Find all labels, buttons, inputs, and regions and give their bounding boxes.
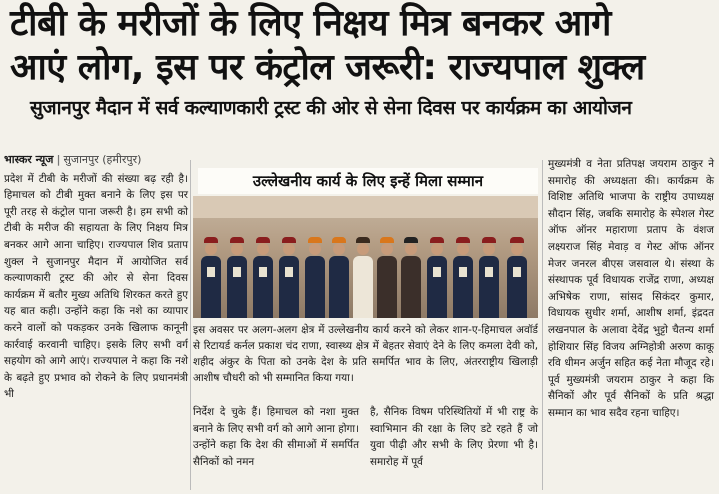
box-title: उल्लेखनीय कार्य के लिए इन्हें मिला सम्मान [198,168,538,194]
column-2-text: निर्देश दे चुके हैं। हिमाचल को नशा मुक्त बनाने के लिए सभी वर्ग को आगे आना होगा। उन्होंने कहा कि देश की सीमाओं में समर्पित सैनिकों को नमन [193,406,359,468]
person-figure [201,237,221,318]
dateline-place: सुजानपुर (हमीरपुर) [63,153,142,166]
column-2 [193,404,359,470]
column-3 [370,404,538,470]
person-figure [305,237,325,318]
column-1 [4,152,188,403]
person-figure [253,237,273,318]
column-3-text: है, सैनिक विषम परिस्थितियों में भी राष्ट्र के स्वाभिमान की रक्षा के लिए डटे रहते हैं जो युवा पीढ़ी और सभी के लिए प्रेरणा भी है। समारोह में पूर्व [370,406,538,468]
award-ceremony-photo [193,196,538,318]
person-figure [329,237,349,318]
person-figure [377,237,397,318]
dateline: भास्कर न्यूज | सुजानपुर (हमीरपुर) [4,153,142,166]
person-figure [279,237,299,318]
headline-line-1: टीबी के मरीजों के लिए निक्षय मित्र बनकर आगे [10,3,611,44]
column-4 [548,156,714,422]
column-1-text: प्रदेश में टीबी के मरीजों की संख्या बढ़ रही है। हिमाचल को टीबी मुक्त बनाने के लिए इस पर पूरी तरह से कंट्रोल पाना जरूरी है। हम सभी को टीबी के मरीज की सहायता के लिए निक्षय मित्र बनकर आगे आना चाहिए। राज्यपाल शिव प्रताप शुक्ल ने सुजानपुर मैदान में आयोजित सर्व कल्याणकारी ट्रस्ट की ओर से सेना दिवस कार्यक्रम में बतौर मुख्य अतिथि शिरकत करते हुए यह बात कही। उन्होंने कहा कि नशे का व्यापार करने वालों को पकड़कर उनके खिलाफ कानूनी कार्रवाई करवानी चाहिए। इसके लिए सभी वर्ग सहयोग को आगे आएं। राज्यपाल ने कहा कि नशे के बढ़ते हुए प्रभाव को रोकने के लिए प्रधानमंत्री भी [4,172,188,401]
stage-banner [193,196,538,218]
photo-caption: इस अवसर पर अलग-अलग क्षेत्र में उल्लेखनीय कार्य करने को लेकर शान-ए-हिमाचल अवॉर्ड से रिटायर्ड कर्नल प्रकाश चंद राणा, स्वास्थ्य क्षेत्र में बेहतर सेवाएं देने के लिए कमला देवी को, शहीद अंकुर के पिता को उनके देश के प्रति समर्पित भाव के लिए, अंतरराष्ट्रीय खिलाड़ी आशीष चौधरी को भी सम्मानित किया गया। [193,324,538,384]
person-figure [401,237,421,318]
person-figure [453,237,473,318]
column-4-text: मुख्यमंत्री व नेता प्रतिपक्ष जयराम ठाकुर ने समारोह की अध्यक्षता की। कार्यक्रम के विशिष्ट अतिथि भाजपा के राष्ट्रीय उपाध्यक्ष सौदान सिंह, जबकि समारोह के स्पेशल गेस्ट ऑफ ऑनर महाराणा प्रताप के वंशज लक्ष्यराज सिंह मेवाड़ व गेस्ट ऑफ ऑनर मेजर जनरल बीएस जसवाल थे। संस्था के संस्थापक पूर्व विधायक राजेंद्र राणा, अध्यक्ष अभिषेक राणा, सांसद सिकंदर कुमार, विधायक सुधीर शर्मा, आशीष शर्मा, इंद्रदत लखनपाल के अलावा देवेंद्र भुट्टो चैतन्य शर्मा होशियार सिंह विजय अग्निहोत्री अरुण काकू रवि धीमन अर्जुन सहित कई नेता मौजूद रहे। पूर्व मुख्यमंत्री जयराम ठाकुर ने कहा कि सैनिकों और पूर्व सैनिकों के प्रति श्रद्धा सम्मान का भाव सदैव रहना चाहिए। [548,158,714,419]
person-figure [427,237,447,318]
person-figure [227,237,247,318]
person-figure [479,237,499,318]
dateline-source: भास्कर न्यूज [4,153,54,166]
column-divider [542,160,543,490]
subheadline: सुजानपुर मैदान में सर्व कल्याणकारी ट्रस्ट की ओर से सेना दिवस पर कार्यक्रम का आयोजन [30,97,632,119]
headline [10,2,710,90]
person-figure [353,237,373,318]
headline-line-2: आएं लोग, इस पर कंट्रोल जरूरी: राज्यपाल शुक्ल [10,47,645,88]
column-divider [190,160,191,490]
person-figure [507,237,527,318]
